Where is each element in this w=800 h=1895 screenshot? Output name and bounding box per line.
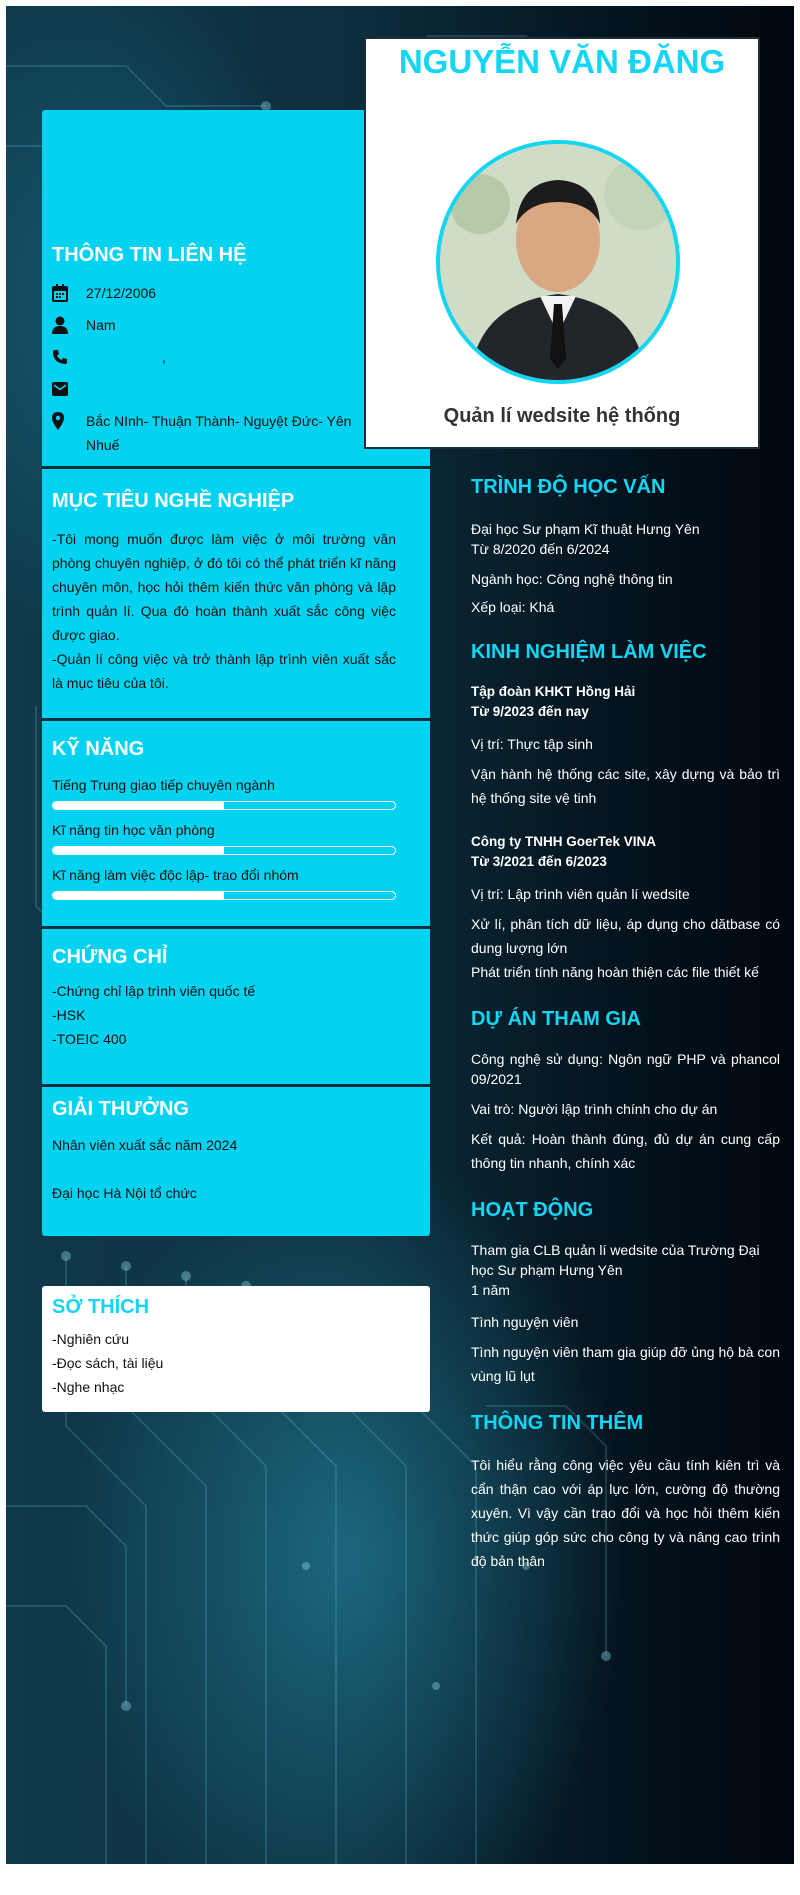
awards-title: GIẢI THƯỞNG (52, 1098, 189, 1120)
skill-item (52, 820, 396, 855)
skill-fill (53, 892, 224, 899)
job-period: Từ 9/2023 đến nay (471, 704, 589, 719)
job-description: Phát triển tính năng hoàn thiện các file thiết kế (471, 964, 759, 980)
certificate-item: -TOEIC 400 (52, 1031, 127, 1047)
skill-item (52, 865, 396, 900)
person-photo-icon (440, 144, 676, 380)
objective-section (52, 490, 396, 695)
awards-section (52, 1098, 396, 1205)
contact-address-row (52, 409, 352, 457)
job-description: Xử lí, phân tích dữ liệu, áp dụng cho dătbase có dung lượng lớn (471, 916, 780, 956)
divider (42, 926, 430, 929)
skill-bar (52, 891, 396, 900)
activity-duration: 1 năm (471, 1282, 510, 1298)
project-tech: Công nghệ sử dụng: Ngôn ngữ PHP và phancol 09/2021 (471, 1051, 780, 1087)
map-pin-icon (52, 409, 74, 433)
skill-bar (52, 801, 396, 810)
user-icon (52, 313, 74, 337)
dob-value: 27/12/2006 (86, 285, 157, 301)
education-rank: Xếp loại: Khá (471, 599, 555, 615)
project-result: Kết quả: Hoàn thành đúng, đủ dự án cung cấp thông tin nhanh, chính xác (471, 1131, 780, 1171)
contact-title: THÔNG TIN LIÊN HỆ (52, 244, 247, 266)
skill-label: Tiếng Trung giao tiếp chuyên ngành (52, 777, 275, 793)
skill-fill (53, 847, 224, 854)
job-role: Vị trí: Thực tập sinh (471, 736, 593, 752)
activity-volunteer: Tình nguyện viên (471, 1314, 579, 1330)
job-description: Vận hành hệ thống các site, xây dựng và bảo trì hệ thống site vệ tinh (471, 766, 780, 806)
cv-page (6, 6, 794, 1864)
certificate-item: -Chứng chỉ lập trình viên quốc tế (52, 983, 256, 999)
calendar-icon (52, 281, 74, 305)
experience-title: KINH NGHIỆM LÀM VIỆC (471, 641, 707, 663)
phone-value: , (162, 349, 166, 365)
activity-club: Tham gia CLB quản lí wedsite của Trường Đại học Sư phạm Hưng Yên (471, 1242, 760, 1278)
projects-title: DỰ ÁN THAM GIA (471, 1008, 641, 1030)
certificates-section (52, 946, 396, 1051)
skill-fill (53, 802, 224, 809)
certificates-title: CHỨNG CHỈ (52, 946, 168, 968)
award-item: Đại học Hà Nội tổ chức (52, 1185, 197, 1201)
full-name: NGUYỄN VĂN ĐĂNG (398, 43, 726, 80)
job-role: Vị trí: Lập trình viên quản lí wedsite (471, 886, 690, 902)
skill-bar (52, 846, 396, 855)
divider (42, 466, 430, 469)
job-company: Công ty TNHH GoerTek VINA (471, 834, 657, 849)
job-period: Từ 3/2021 đến 6/2023 (471, 854, 607, 869)
hobby-item: -Nghiên cứu (52, 1331, 130, 1347)
contact-dob-row (52, 281, 352, 305)
job-position: Quản lí wedsite hệ thống (443, 405, 681, 427)
contact-gender-row (52, 313, 352, 337)
objective-title: MỤC TIÊU NGHỀ NGHIỆP (52, 490, 295, 512)
certificate-item: -HSK (52, 1007, 86, 1023)
education-major: Ngành học: Công nghệ thông tin (471, 571, 673, 587)
hobbies-section (52, 1296, 396, 1399)
hobbies-title: SỞ THÍCH (52, 1296, 150, 1318)
skill-label: Kĩ năng làm việc độc lập- trao đổi nhóm (52, 867, 299, 883)
gender-value: Nam (86, 317, 116, 333)
contact-phone-row (52, 345, 352, 369)
additional-text: Tôi hiểu rằng công việc yêu cầu tính kiên trì và cẩn thận cao với áp lực lớn, cường độ thường xuyên. Vì vậy cần trao đổi và học hỏi thêm kiến thức giúp góp sức cho công ty và nâng cao trình độ bản thân (471, 1457, 780, 1569)
divider (42, 718, 430, 721)
job-company: Tập đoàn KHKT Hồng Hải (471, 684, 636, 699)
avatar (436, 140, 680, 384)
education-title: TRÌNH ĐỘ HỌC VẤN (471, 476, 666, 498)
activity-volunteer-description: Tình nguyện viên tham gia giúp đỡ ủng hộ bà con vùng lũ lụt (471, 1344, 780, 1384)
award-item: Nhân viên xuất sắc năm 2024 (52, 1137, 238, 1153)
skills-title: KỸ NĂNG (52, 738, 145, 760)
skill-item (52, 775, 396, 810)
project-role: Vai trò: Người lập trình chính cho dự án (471, 1101, 718, 1117)
phone-icon (52, 345, 74, 369)
envelope-icon (52, 377, 74, 401)
right-column (471, 476, 780, 1573)
divider (42, 1084, 430, 1087)
education-period: Từ 8/2020 đến 6/2024 (471, 541, 610, 557)
skills-section (52, 738, 396, 900)
education-school: Đại học Sư phạm Kĩ thuật Hưng Yên (471, 521, 700, 537)
contact-email-row (52, 377, 352, 401)
activities-title: HOẠT ĐỘNG (471, 1199, 594, 1221)
hobby-item: -Nghe nhạc (52, 1379, 125, 1395)
skill-label: Kĩ năng tin học văn phòng (52, 822, 215, 838)
header-card (364, 37, 760, 449)
objective-text-2: -Quản lí công việc và trở thành lập trình viên xuất sắc là mục tiêu của tôi. (52, 651, 396, 691)
address-value: Bắc NInh- Thuận Thành- Nguyệt Đức- Yên Nhuế (86, 413, 352, 453)
objective-text-1: -Tôi mong muốn được làm việc ở môi trường văn phòng chuyên nghiệp, ở đó tôi có thể phát triển kĩ năng chuyên môn, học hỏi thêm kiến thức văn phòng và lập trình quản lí. Qua đó hoàn thành xuất sắc công việc được giao. (52, 531, 396, 643)
hobby-item: -Đọc sách, tài liệu (52, 1355, 164, 1371)
additional-title: THÔNG TIN THÊM (471, 1412, 644, 1434)
contact-section (52, 244, 352, 465)
